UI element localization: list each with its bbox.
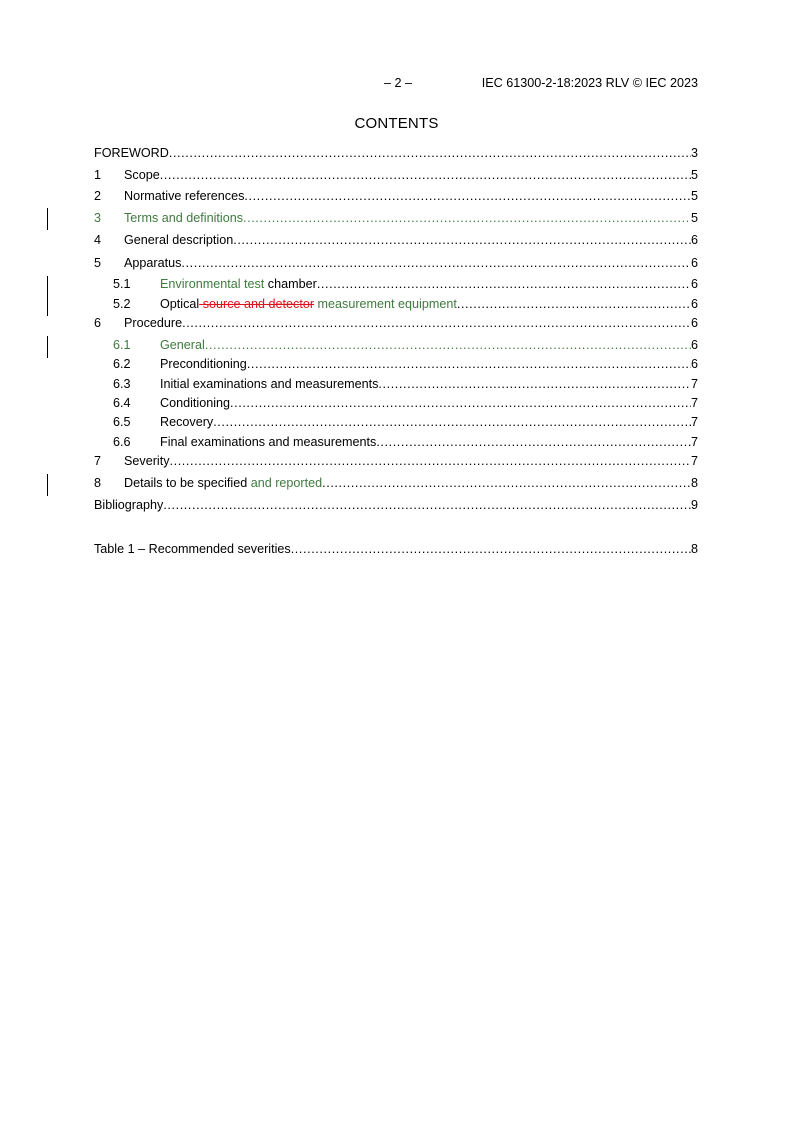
leader-dots [233, 232, 691, 249]
toc-label-added: Environmental test [160, 277, 265, 291]
toc-label: Conditioning [160, 396, 231, 410]
leader-dots [213, 414, 691, 431]
leader-dots [291, 541, 691, 558]
toc-page: 8 [690, 542, 698, 556]
toc-label: General [160, 338, 205, 352]
toc-number: 5 [94, 256, 102, 270]
leader-dots [244, 188, 691, 205]
toc-label: Preconditioning [160, 357, 247, 371]
leader-dots [457, 296, 691, 313]
page-header [94, 76, 698, 92]
leader-dots [170, 453, 691, 470]
toc-number: 6 [94, 316, 102, 330]
toc-label: Severity [124, 454, 170, 468]
toc-number: 6.3 [113, 377, 131, 391]
toc-page: 5 [690, 211, 698, 225]
toc-number: 5.2 [113, 297, 131, 311]
toc-number: 6.2 [113, 357, 131, 371]
toc-number: 6.6 [113, 435, 131, 449]
leader-dots [230, 395, 691, 412]
toc-page: 6 [690, 233, 698, 247]
change-bar [47, 336, 48, 358]
leader-dots [243, 210, 691, 227]
toc-page: 6 [690, 316, 698, 330]
toc-page: 8 [690, 476, 698, 490]
toc-entry-foreword[interactable] [94, 145, 698, 162]
toc-label: Details to be specified [124, 476, 248, 490]
toc-label: Procedure [124, 316, 183, 330]
toc-number: 6.1 [113, 338, 131, 352]
toc-label: chamber [264, 277, 317, 291]
toc-entry-procedure[interactable] [94, 315, 698, 332]
toc-page: 6 [690, 256, 698, 270]
toc-label: FOREWORD [94, 146, 169, 160]
leader-dots [378, 376, 691, 393]
toc-label: Scope [124, 168, 160, 182]
toc-entry-environmental-test-chamber[interactable] [94, 276, 698, 293]
page-title: CONTENTS [354, 115, 439, 132]
toc-label: Table 1 – Recommended severities [94, 542, 291, 556]
toc-page: 6 [690, 277, 698, 291]
change-bar [47, 208, 48, 230]
toc-number: 5.1 [113, 277, 131, 291]
toc-entry-table-1[interactable] [94, 541, 698, 558]
toc-entry-scope[interactable] [94, 167, 698, 184]
toc-label: Apparatus [124, 256, 182, 270]
change-bar [47, 276, 48, 316]
toc-entry-final-examinations[interactable] [94, 434, 698, 451]
toc-page: 7 [690, 377, 698, 391]
toc-entry-terms-and-definitions[interactable] [94, 210, 698, 227]
toc-label: Terms and definitions [124, 211, 244, 225]
toc-label: Initial examinations and measurements [160, 377, 379, 391]
toc-label: Normative references [124, 189, 245, 203]
toc-label-added: measurement equipment [314, 297, 457, 311]
toc-number: 6.4 [113, 396, 131, 410]
toc-entry-recovery[interactable] [94, 414, 698, 431]
toc-number: 3 [94, 211, 102, 225]
toc-number: 2 [94, 189, 102, 203]
toc-page: 7 [690, 454, 698, 468]
toc-page: 6 [690, 338, 698, 352]
toc-label: Final examinations and measurements [160, 435, 377, 449]
leader-dots [376, 434, 691, 451]
leader-dots [205, 337, 691, 354]
toc-number: 8 [94, 476, 102, 490]
document-id: IEC 61300-2-18:2023 RLV © IEC 2023 [481, 76, 698, 90]
toc-entry-bibliography[interactable] [94, 497, 698, 514]
toc-number: 1 [94, 168, 102, 182]
toc-entry-preconditioning[interactable] [94, 356, 698, 373]
toc-label-added: and reported [247, 476, 323, 490]
leader-dots [182, 315, 691, 332]
leader-dots [163, 497, 691, 514]
toc-page: 6 [690, 297, 698, 311]
toc-label: General description [124, 233, 234, 247]
change-bar [47, 474, 48, 496]
leader-dots [181, 255, 691, 272]
toc-entry-general[interactable] [94, 337, 698, 354]
toc-entry-normative-references[interactable] [94, 188, 698, 205]
toc-entry-apparatus[interactable] [94, 255, 698, 272]
toc-label-deleted: source and detector [199, 297, 315, 311]
toc-label: Bibliography [94, 498, 164, 512]
toc-page: 6 [690, 357, 698, 371]
leader-dots [169, 145, 691, 162]
leader-dots [247, 356, 691, 373]
toc-page: 9 [690, 498, 698, 512]
toc-entry-conditioning[interactable] [94, 395, 698, 412]
toc-page: 5 [690, 168, 698, 182]
toc-page: 7 [690, 396, 698, 410]
toc-label: Recovery [160, 415, 214, 429]
toc-number: 4 [94, 233, 102, 247]
toc-entry-details-to-be-specified[interactable] [94, 475, 698, 492]
toc-entry-initial-examinations[interactable] [94, 376, 698, 393]
toc-number: 7 [94, 454, 102, 468]
leader-dots [160, 167, 691, 184]
toc-number: 6.5 [113, 415, 131, 429]
toc-entry-optical-measurement-equipment[interactable] [94, 296, 698, 313]
toc-entry-severity[interactable] [94, 453, 698, 470]
toc-page: 7 [690, 415, 698, 429]
toc-page: 7 [690, 435, 698, 449]
leader-dots [317, 276, 691, 293]
page-number: – 2 – [383, 76, 412, 90]
leader-dots [322, 475, 691, 492]
toc-entry-general-description[interactable] [94, 232, 698, 249]
toc-label: Optical [160, 297, 200, 311]
toc-page: 5 [690, 189, 698, 203]
toc-page: 3 [690, 146, 698, 160]
